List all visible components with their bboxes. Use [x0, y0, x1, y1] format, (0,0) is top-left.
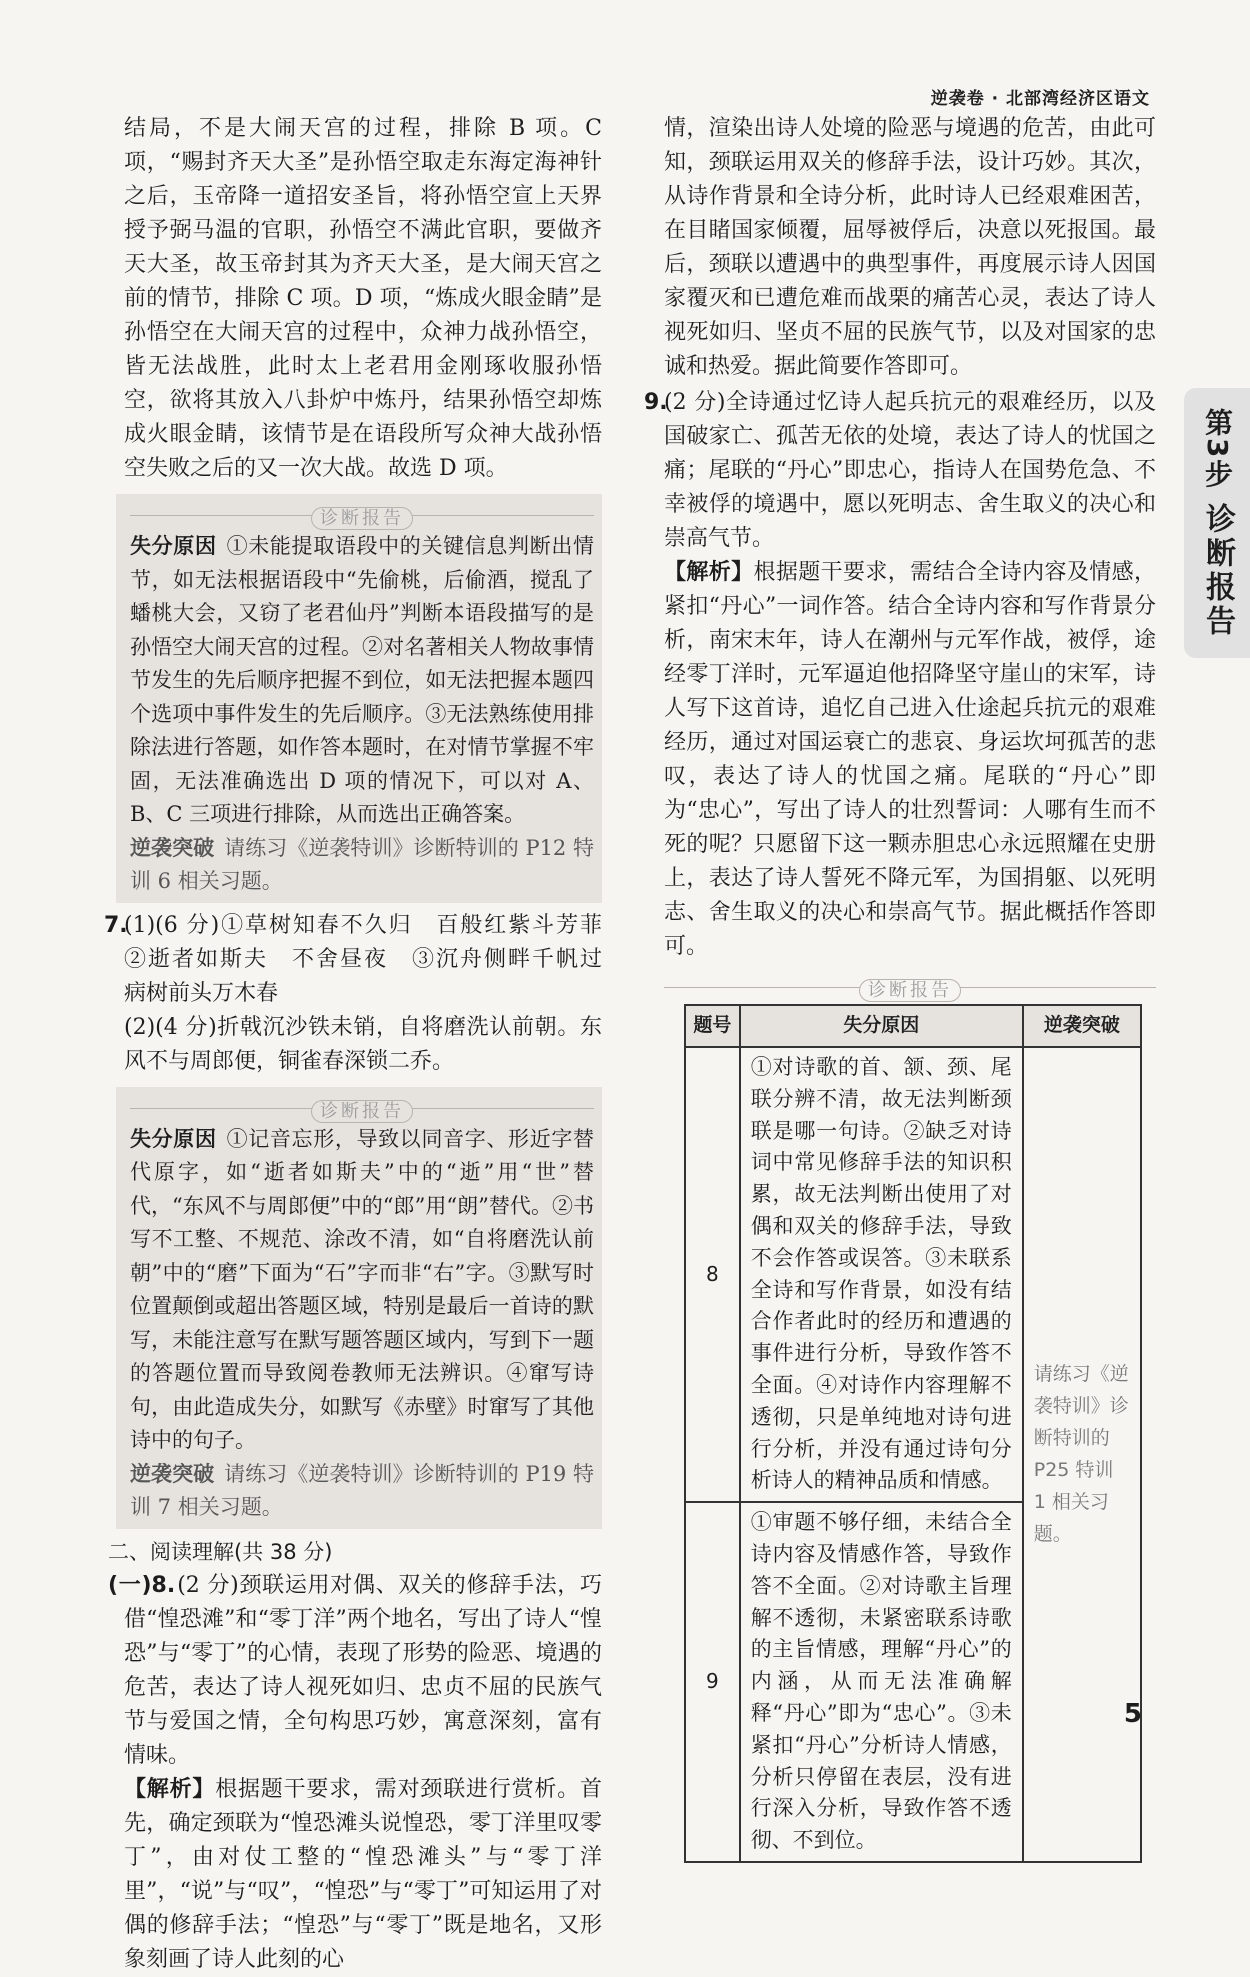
question-number: (一)8. [108, 1572, 176, 1598]
breakthrough-text: 请练习《逆袭特训》诊断特训的 P12 特训 6 相关习题。 [130, 835, 595, 893]
q7-part2: (2)(4 分)折戟沉沙铁未销，自将磨洗认前朝。东风不与周郎便，铜雀春深锁二乔。 [124, 1014, 602, 1074]
step-side-tab [1184, 388, 1250, 658]
section-heading: 二、阅读理解(共 38 分) [108, 1539, 333, 1564]
breakthrough-label: 逆袭突破 [130, 1461, 215, 1486]
question-number: 9. [644, 390, 668, 415]
paragraph-q8-continued: 情，渲染出诗人处境的险恶与境遇的危苦，由此可知，颈联运用双关的修辞手法，设计巧妙。其次，从诗作背景和全诗分析，此时诗人已经艰难困苦，在目睹国家倾覆，屈辱被俘后，决意以死报国。最后，颈联以遭遇中的典型事件，再度展示诗人因国家覆灭和已遭危难而战栗的痛苦心灵，表达了诗人视死如归、坚贞不屈的民族气节，以及对国家的忠诚和热爱。据此简要作答即可。 [664, 116, 1156, 379]
diagnosis-box-title: 诊断报告 [311, 507, 413, 530]
q9-analysis: 根据题干要求，需结合全诗内容及情感，紧扣“丹心”一词作答。结合全诗内容和写作背景分析，南宋末年，诗人在潮州与元军作战，被俘，途经零丁洋时，元军逼迫他招降坚守崖山的宋军，诗人写下这首诗，追忆自己进入仕途起兵抗元的艰难经历，通过对国运衰亡的悲哀、身运坎坷孤苦的悲叹，表达了诗人的忧国之痛。尾联的“丹心”即为“忠心”，写出了诗人的壮烈誓词：人哪有生而不死的呢？只愿留下这一颗赤胆忠心永远照耀在史册上，表达了诗人誓死不降元军，为国捐躯、以死明志、舍生取义的决心和崇高气节。据此概括作答即可。 [664, 560, 1156, 959]
loss-reason-text: ①记音忘形，导致以同音字、形近字替代原字，如“逝者如斯夫”中的“逝”用“世”替代，“东风不与周郎便”中的“郎”用“朗”替代。②书写不工整、不规范、涂改不清，如“自将磨洗认前朝”中的“磨”下面为“石”字而非“右”字。③默写时位置颠倒或超出答题区域，特别是最后一首诗的默写，未能注意写在默写题答题区域内，写到下一题的答题位置而导致阅卷教师无法辨识。④窜写诗句，由此造成失分，如默写《赤壁》时窜写了其他诗中的句子。 [130, 1126, 595, 1452]
diagnosis-box-q6 [116, 494, 602, 903]
paragraph-q6-continued: 结局，不是大闹天宫的过程，排除 B 项。C 项，“赐封齐天大圣”是孙悟空取走东海定海神针之后，玉帝降一道招安圣旨，将孙悟空宣上天界授予弼马温的官职，孙悟空不满此官职，要做齐天大圣，故玉帝封其为齐天大圣，是大闹天宫之前的情节，排除 C 项。D 项，“炼成火眼金睛”是孙悟空在大闹天宫的过程中，众神力战孙悟空，皆无法战胜，此时太上老君用金刚琢收服孙悟空，欲将其放入八卦炉中炼丹，结果孙悟空却炼成火眼金睛，该情节是在语段所写众神大战孙悟空失败之后的又一次大战。故选 D 项。 [124, 116, 602, 481]
table-header: 题号 [685, 1005, 740, 1047]
analysis-label: 【解析】 [124, 1776, 216, 1802]
q7-part1: (1)(6 分)①草树知春不久归 百般红紫斗芳菲 ②逝者如斯夫 不舍昼夜 ③沉舟侧畔千帆过 病树前头万木春 [124, 912, 625, 1006]
table-row [685, 1047, 1141, 1502]
table-header: 失分原因 [740, 1005, 1023, 1047]
step-label: 第3步 [1201, 408, 1234, 490]
page-number: 5 [1123, 1699, 1142, 1729]
analysis-label: 【解析】 [664, 560, 754, 585]
breakthrough-cell: 请练习《逆袭特训》诊断特训的 P25 特训 1 相关习题。 [1023, 1047, 1141, 1862]
diagnosis-box-q7 [116, 1087, 602, 1529]
diagnosis-table [684, 1004, 1142, 1863]
question-8 [108, 1569, 602, 1977]
question-9 [644, 386, 1156, 964]
left-column [104, 112, 625, 1977]
loss-reason-cell: ①对诗歌的首、颔、颈、尾联分辨不清，故无法判断颈联是哪一句诗。②缺乏对诗词中常见修辞手法的知识积累，故无法判断出使用了对偶和双关的修辞手法，导致不会作答或误答。③未联系全诗和写作背景，如没有结合作者此时的经历和遭遇的事件进行分析，导致作答不全面。④对诗作内容理解不透彻，只是单纯地对诗句进行分析，并没有通过诗句分析诗人的精神品质和情感。 [740, 1047, 1023, 1502]
question-number: 7. [104, 912, 128, 938]
question-num-cell: 9 [685, 1502, 740, 1862]
breakthrough-text: 请练习《逆袭特训》诊断特训的 P19 特训 7 相关习题。 [130, 1461, 595, 1519]
loss-reason-label: 失分原因 [130, 1126, 217, 1151]
diagnosis-box-title: 诊断报告 [311, 1100, 413, 1123]
loss-reason-cell: ①审题不够仔细，未结合全诗内容及情感作答，导致作答不全面。②对诗歌主旨理解不透彻，未紧密联系诗歌的主旨情感，理解“丹心”的内涵，从而无法准确解释“丹心”即为“忠心”。③未紧扣“丹心”分析诗人情感，分析只停留在表层，没有进行深入分析，导致作答不透彻、不到位。 [740, 1502, 1023, 1862]
right-column [644, 112, 1156, 1863]
q8-analysis: 根据题干要求，需对颈联进行赏析。首先，确定颈联为“惶恐滩头说惶恐，零丁洋里叹零丁”，由对仗工整的“惶恐滩头”与“零丁洋里”，“说”与“叹”，“惶恐”与“零丁”可知运用了对偶的修辞手法；“惶恐”与“零丁”既是地名，又形象刻画了诗人此刻的心 [124, 1776, 602, 1972]
question-num-cell: 8 [685, 1047, 740, 1502]
loss-reason-label: 失分原因 [130, 534, 217, 558]
q9-answer: (2 分)全诗通过忆诗人起兵抗元的艰难经历，以及国破家亡、孤苦无依的处境，表达了诗人的忧国之痛；尾联的“丹心”即忠心，指诗人在国势危急、不幸被俘的境遇中，愿以死明志、舍生取义的决心和崇高气节。 [664, 390, 1156, 551]
question-7 [104, 909, 625, 1079]
table-header: 逆袭突破 [1023, 1005, 1141, 1047]
step-title: 诊断报告 [1200, 503, 1235, 640]
loss-reason-text: ①未能提取语段中的关键信息判断出情节，如无法根据语段中“先偷桃，后偷酒，搅乱了蟠桃大会，又窃了老君仙丹”判断本语段描写的是孙悟空大闹天宫的过程。②对名著相关人物故事情节发生的先后顺序把握不到位，如无法把握本题四个选项中事件发生的先后顺序。③无法熟练使用排除法进行答题，如作答本题时，在对情节掌握不牢固，无法准确选出 D 项的情况下，可以对 A、B、C 三项进行排除，从而选出正确答案。 [130, 534, 595, 826]
breakthrough-label: 逆袭突破 [130, 835, 215, 860]
page-header: 逆袭卷 · 北部湾经济区语文 [930, 89, 1150, 109]
diagnosis-table-title: 诊断报告 [859, 979, 961, 1002]
q8-answer: (2 分)颈联运用对偶、双关的修辞手法，巧借“惶恐滩”和“零丁洋”两个地名，写出了诗人“惶恐”与“零丁”的心情，表现了形势的险恶、境遇的危苦，表达了诗人视死如归、忠贞不屈的民族气节与爱国之情，全句构思巧妙，寓意深刻，富有情味。 [124, 1572, 602, 1768]
